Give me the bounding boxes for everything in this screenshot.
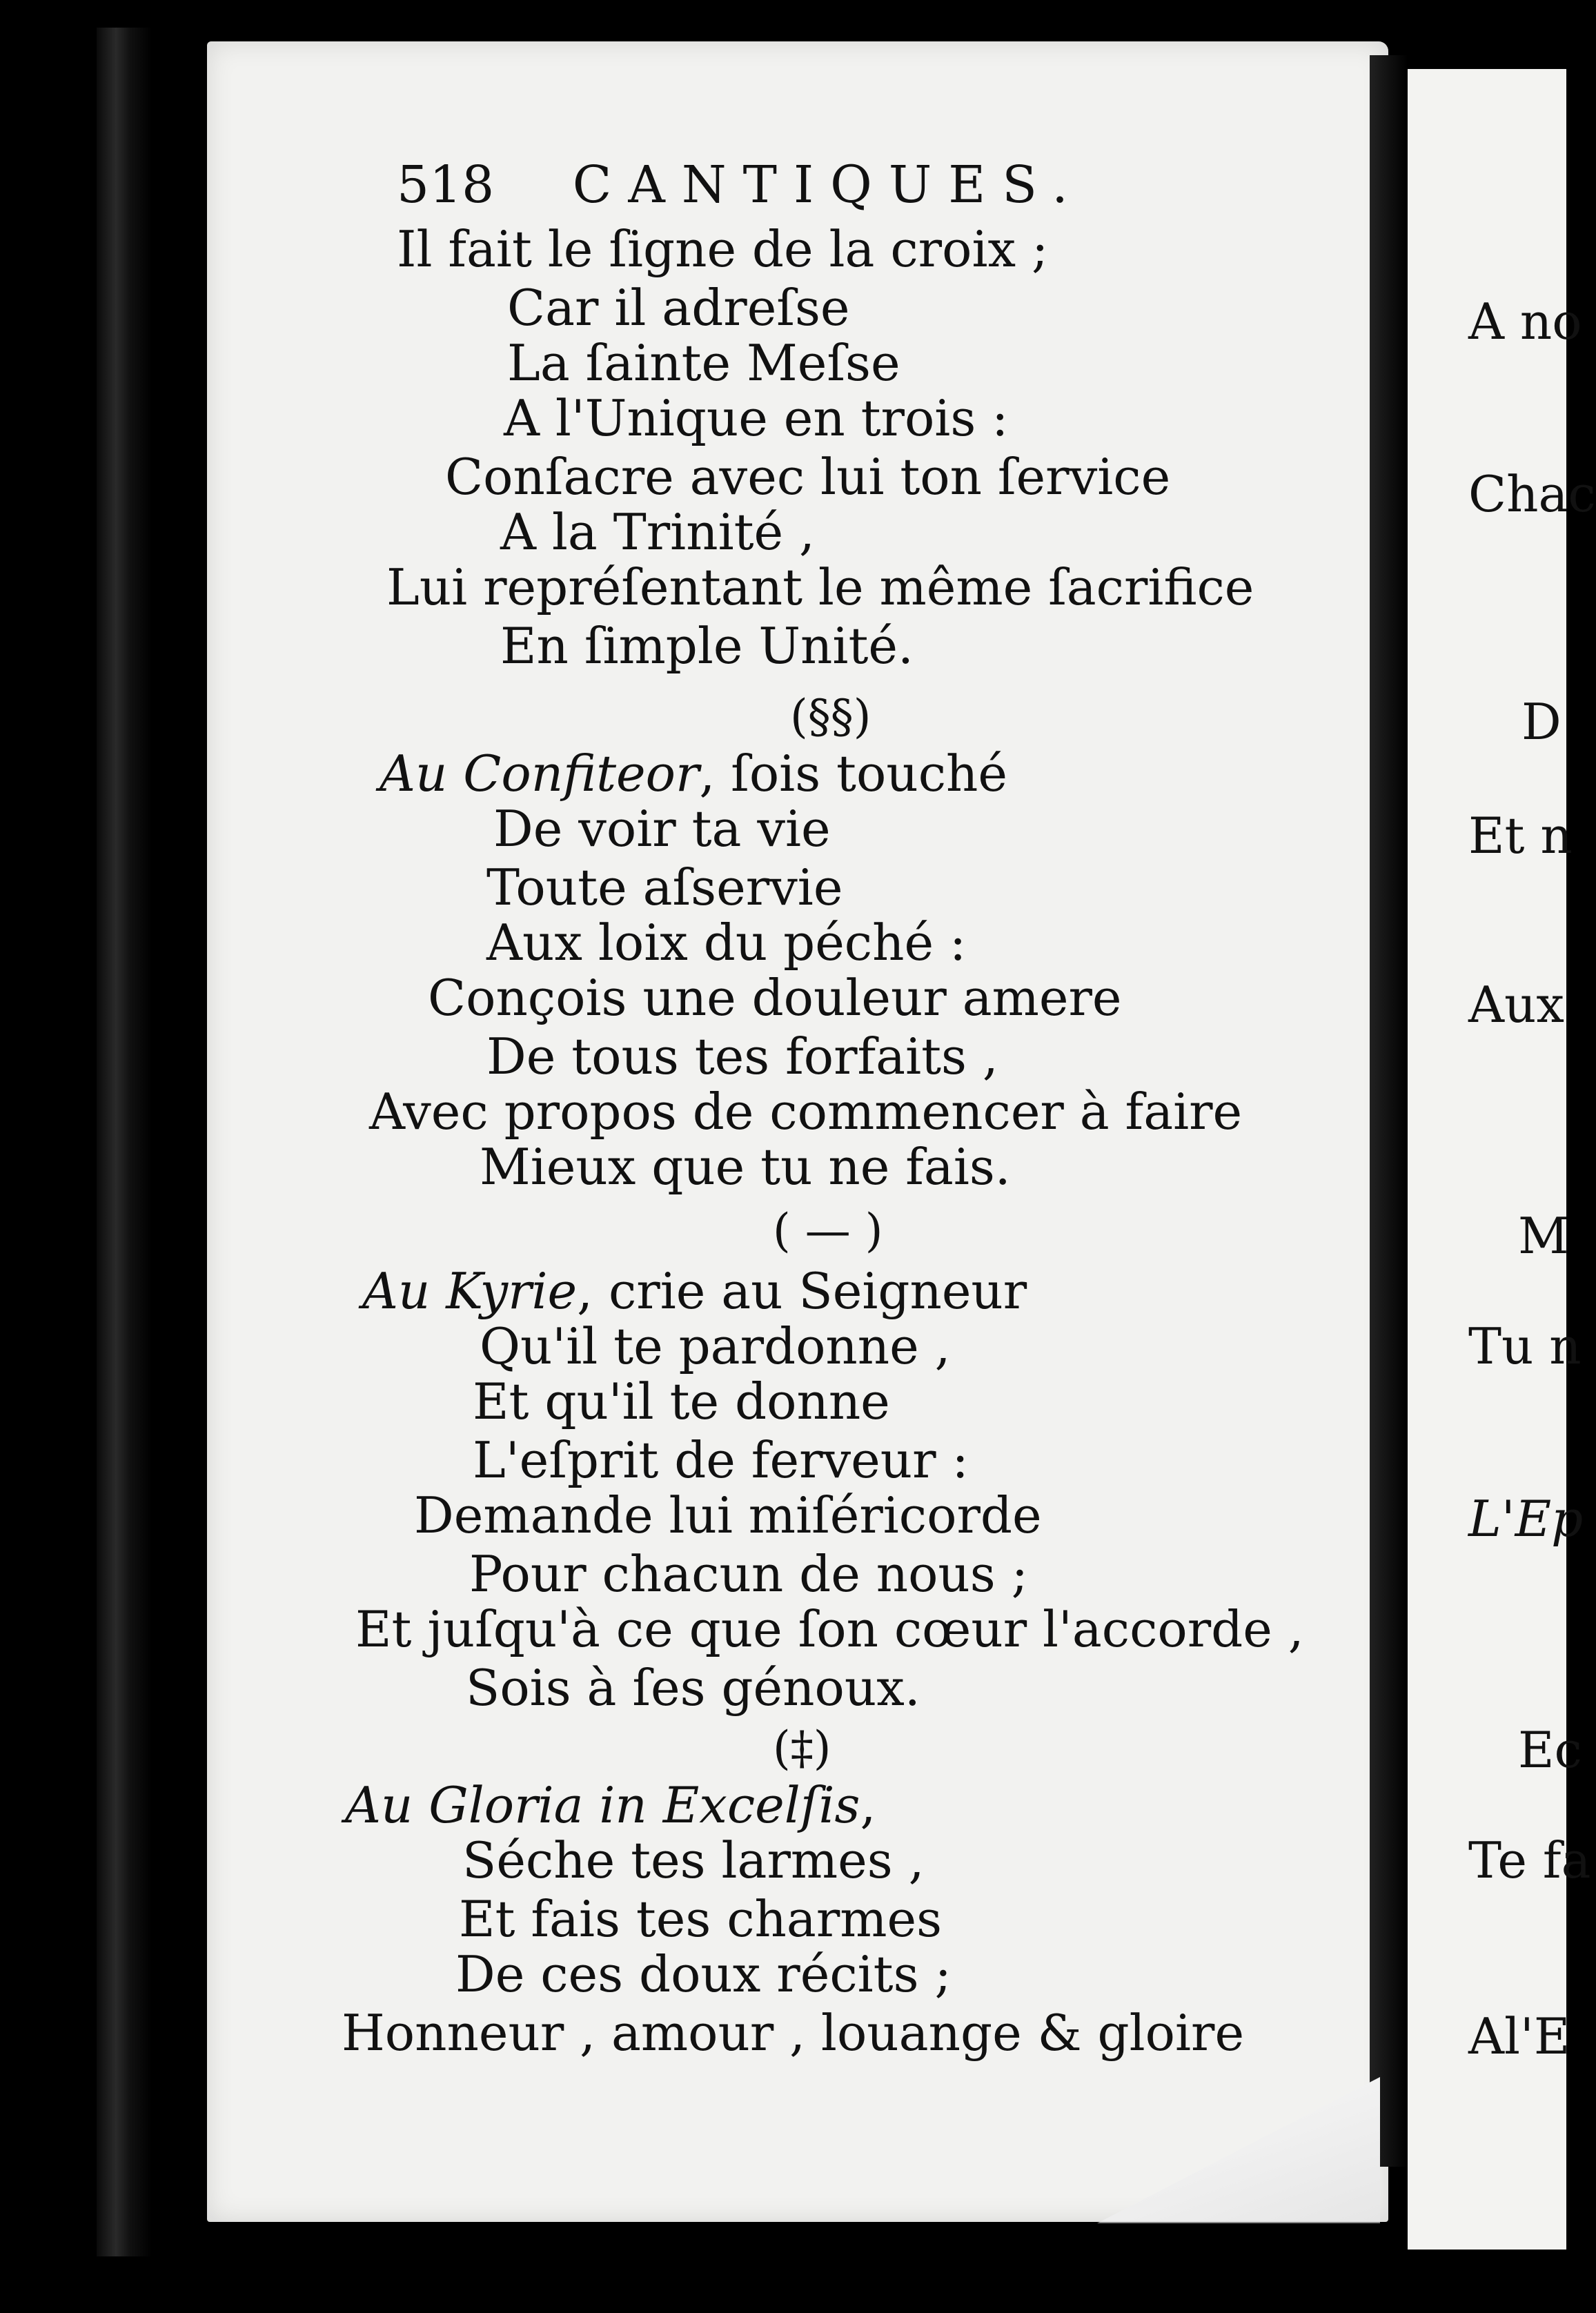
liturgy-term: Au Gloria in Excelſis: [345, 1776, 860, 1834]
verse-text: ,: [860, 1776, 876, 1834]
verse-line: Aux loix du péché :: [486, 914, 967, 972]
verse-line: L'eſprit de ferveur :: [473, 1431, 969, 1489]
verse-line: Conſacre avec lui ton ſervice: [445, 448, 1171, 506]
verse-line: Lui repréſentant le même ſacrifice: [386, 558, 1254, 616]
verse-text: , crie au Seigneur: [577, 1262, 1027, 1320]
book-spine: [97, 28, 152, 2256]
stanza-mark: (§§): [790, 690, 871, 743]
liturgy-term: Au Kyrie: [362, 1262, 578, 1320]
right-page-fragment: Al'E: [1468, 2007, 1570, 2065]
verse-line: Demande lui miſéricorde: [414, 1486, 1042, 1544]
verse-line: Et juſqu'à ce que ſon cœur l'accorde ,: [355, 1600, 1304, 1658]
verse-line: Et qu'il te donne: [473, 1372, 890, 1430]
right-page-fragment: Et n: [1468, 807, 1573, 865]
right-page-fragment: Te fa: [1468, 1831, 1591, 1889]
verse-line: A la Trinité ,: [500, 503, 815, 561]
right-page-fragment: M: [1518, 1207, 1569, 1265]
verse-line: Car il adreſse: [507, 279, 850, 337]
right-page-fragment: Chac: [1468, 465, 1596, 523]
verse-line: Pour chacun de nous ;: [469, 1545, 1028, 1603]
right-page-fragment: Aux: [1468, 976, 1564, 1034]
verse-line: Il fait le ſigne de la croix ;: [397, 220, 1049, 278]
running-title: CANTIQUES.: [572, 155, 1085, 215]
verse-line: Toute aſservie: [486, 858, 843, 916]
stanza-mark: (‡): [773, 1722, 831, 1775]
verse-line-lead: [345, 1776, 876, 1834]
right-page-fragment: A no: [1468, 293, 1582, 351]
liturgy-term: Au Confiteor: [380, 745, 700, 803]
right-page: [1408, 69, 1566, 2250]
verse-text: , ſois touché: [699, 745, 1007, 803]
stanza-mark: ( — ): [773, 1204, 883, 1257]
verse-line: Honneur , amour , louange & gloire: [342, 2004, 1245, 2062]
verse-line-lead: [380, 745, 1007, 803]
verse-line: Qu'il te pardonne ,: [480, 1317, 951, 1375]
page-header: [397, 155, 1085, 215]
verse-line: En ſimple Unité.: [500, 617, 914, 675]
right-page-fragment: Ec: [1518, 1721, 1582, 1779]
gutter: [1370, 55, 1408, 2167]
verse-line: De ces doux récits ;: [455, 1945, 952, 2003]
right-page-fragment: D: [1521, 693, 1561, 751]
verse-line: Avec propos de commencer à faire: [369, 1083, 1243, 1141]
verse-line: Et fais tes charmes: [459, 1890, 943, 1948]
verse-line: Conçois une douleur amere: [428, 969, 1122, 1027]
verse-line: Mieux que tu ne fais.: [480, 1138, 1011, 1196]
verse-line: A l'Unique en trois :: [504, 389, 1009, 447]
verse-line-lead: [362, 1262, 1027, 1320]
verse-line: De voir ta vie: [493, 800, 831, 858]
page-number: 518: [397, 155, 495, 215]
verse-line: Sois à ſes génoux.: [466, 1659, 920, 1717]
verse-line: Séche tes larmes ,: [462, 1831, 925, 1889]
verse-line: De tous tes forfaits ,: [486, 1027, 998, 1085]
verse-line: La ſainte Meſse: [507, 334, 900, 392]
right-page-fragment: L'Ep: [1468, 1490, 1584, 1548]
right-page-fragment: Tu n: [1468, 1317, 1582, 1375]
